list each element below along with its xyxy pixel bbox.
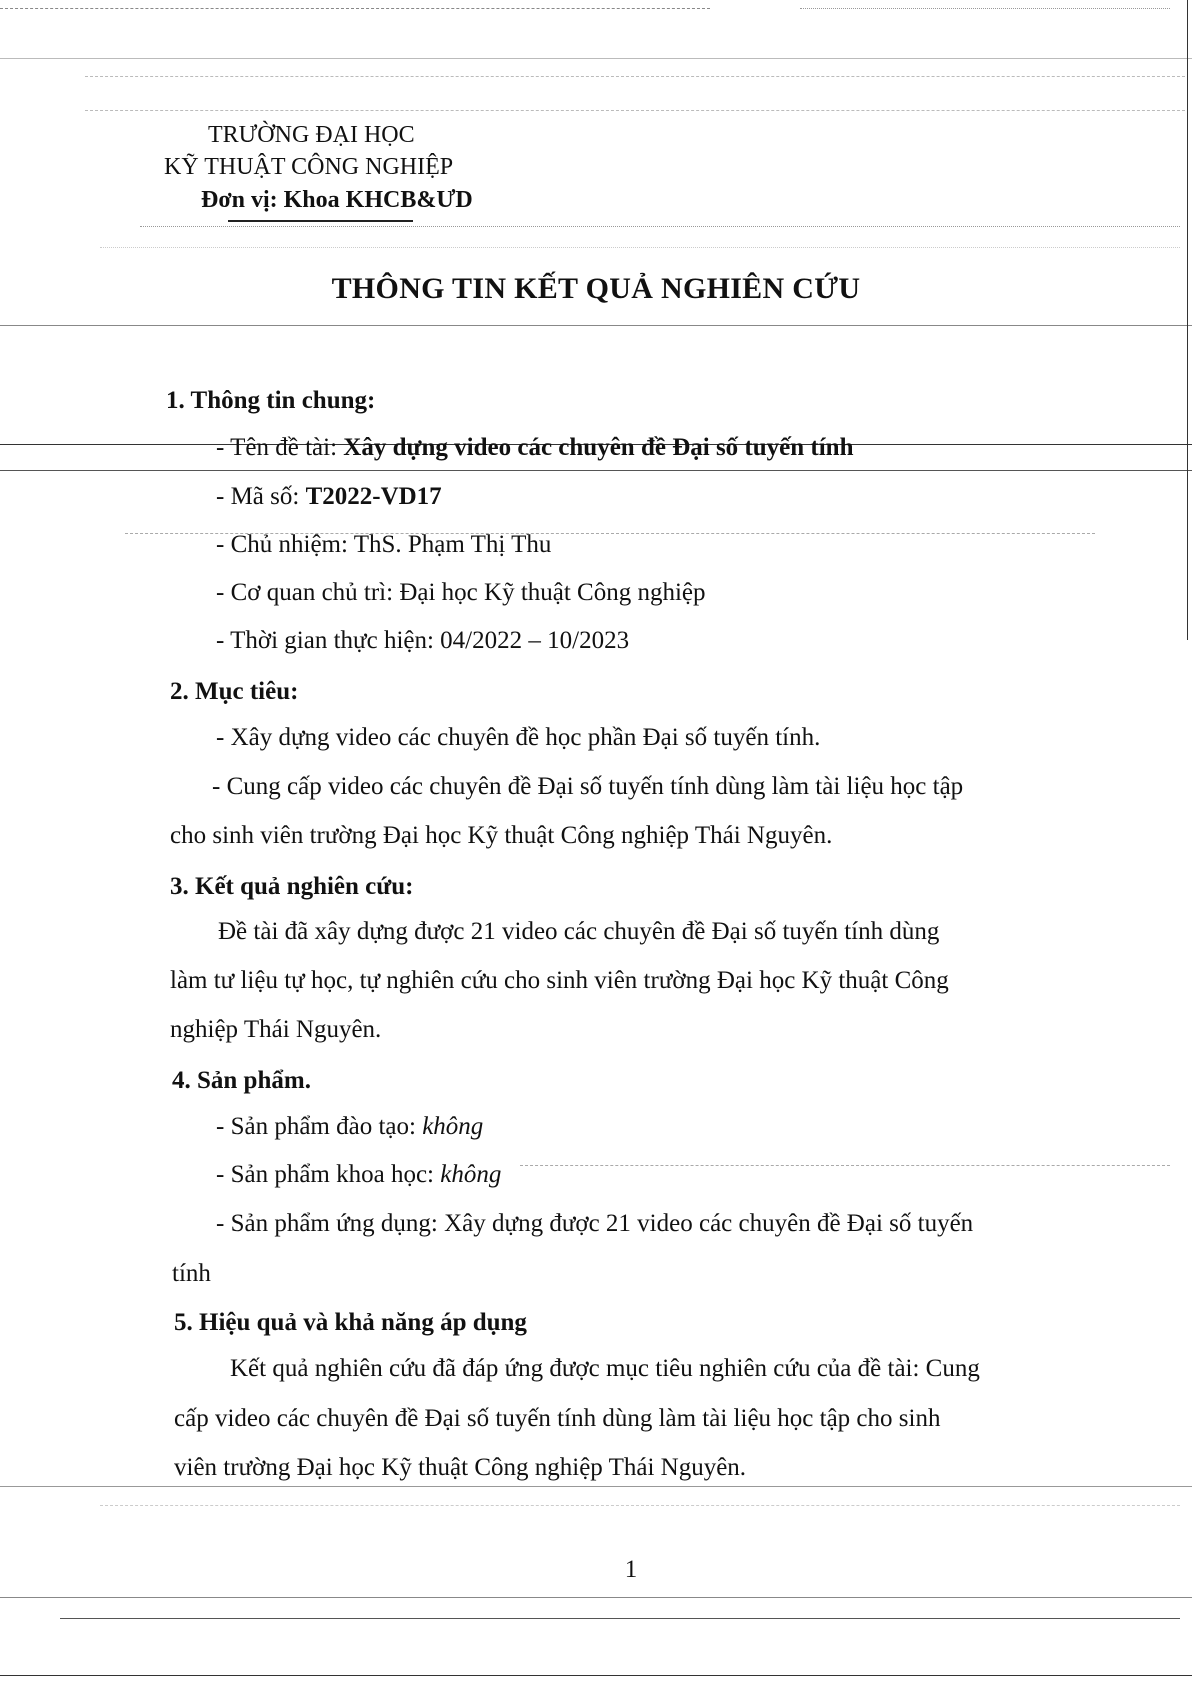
- scan-edge-line: [1187, 0, 1188, 640]
- scan-line: [520, 1165, 1170, 1166]
- unit-line: [201, 185, 473, 215]
- scan-line: [100, 247, 1180, 248]
- page-number: 1: [624, 1556, 638, 1583]
- scan-line: [140, 226, 1180, 227]
- results-line-3: nghiệp Thái Nguyên.: [170, 1016, 382, 1043]
- lead-line: - Chủ nhiệm: ThS. Phạm Thị Thu: [216, 531, 552, 558]
- section-5-heading: 5. Hiệu quả và khả năng áp dụng: [174, 1309, 527, 1336]
- training-product-label: - Sản phẩm đào tạo:: [216, 1113, 416, 1140]
- science-product-line: [216, 1160, 501, 1190]
- section-3-heading: 3. Kết quả nghiên cứu:: [170, 873, 414, 900]
- scan-line: [0, 8, 710, 9]
- header-underline: [228, 220, 413, 222]
- applied-product-line-1: - Sản phẩm ứng dụng: Xây dựng được 21 video các chuyên đề Đại số tuyến: [216, 1210, 974, 1237]
- code-line: [216, 482, 442, 512]
- objective-item-2-line-2: cho sinh viên trường Đại học Kỹ thuật Công nghiệp Thái Nguyên.: [170, 822, 833, 849]
- results-line-2: làm tư liệu tự học, tự nghiên cứu cho sinh viên trường Đại học Kỹ thuật Công: [170, 967, 949, 994]
- institution-line-2: KỸ THUẬT CÔNG NGHIỆP: [164, 154, 454, 180]
- objective-item-2-line-1: - Cung cấp video các chuyên đề Đại số tuyến tính dùng làm tài liệu học tập: [212, 773, 964, 800]
- code-value: T2022-VD17: [305, 483, 442, 510]
- document-title: THÔNG TIN KẾT QUẢ NGHIÊN CỨU: [331, 272, 861, 305]
- scan-line: [0, 58, 1192, 59]
- scan-line: [800, 8, 1170, 9]
- science-product-value: không: [440, 1161, 502, 1188]
- unit-value: Khoa KHCB&ƯD: [283, 187, 473, 213]
- training-product-line: [216, 1112, 483, 1142]
- topic-line: [216, 433, 853, 463]
- objective-item-1: - Xây dựng video các chuyên đề học phần Đại số tuyến tính.: [216, 724, 821, 751]
- effectiveness-line-2: cấp video các chuyên đề Đại số tuyến tính dùng làm tài liệu học tập cho sinh: [174, 1405, 941, 1432]
- effectiveness-line-3: viên trường Đại học Kỹ thuật Công nghiệp Thái Nguyên.: [174, 1454, 747, 1481]
- topic-value: Xây dựng video các chuyên đề Đại số tuyến tính: [343, 434, 854, 461]
- scan-line: [60, 1618, 1180, 1619]
- code-label: - Mã số:: [216, 483, 300, 510]
- training-product-value: không: [422, 1113, 484, 1140]
- unit-label: Đơn vị:: [201, 187, 278, 213]
- scan-line: [0, 325, 1192, 326]
- institution-line-1: TRƯỜNG ĐẠI HỌC: [208, 122, 415, 148]
- science-product-label: - Sản phẩm khoa học:: [216, 1161, 435, 1188]
- topic-label: - Tên đề tài:: [216, 434, 338, 461]
- host-line: - Cơ quan chủ trì: Đại học Kỹ thuật Công nghiệp: [216, 579, 706, 606]
- scan-line: [85, 76, 1185, 77]
- section-1-heading: 1. Thông tin chung:: [166, 387, 376, 414]
- scan-line: [0, 470, 1192, 471]
- applied-product-line-2: tính: [172, 1260, 211, 1287]
- scan-line: [0, 1597, 1192, 1598]
- scan-line: [0, 1486, 1192, 1487]
- section-2-heading: 2. Mục tiêu:: [170, 678, 299, 705]
- scan-line: [0, 1675, 1192, 1676]
- scan-line: [100, 1505, 1180, 1506]
- effectiveness-line-1: Kết quả nghiên cứu đã đáp ứng được mục tiêu nghiên cứu của đề tài: Cung: [230, 1355, 980, 1382]
- section-4-heading: 4. Sản phẩm.: [172, 1067, 311, 1094]
- scan-line: [85, 110, 1185, 111]
- results-line-1: Đề tài đã xây dựng được 21 video các chuyên đề Đại số tuyến tính dùng: [218, 918, 940, 945]
- period-line: - Thời gian thực hiện: 04/2022 – 10/2023: [216, 627, 630, 654]
